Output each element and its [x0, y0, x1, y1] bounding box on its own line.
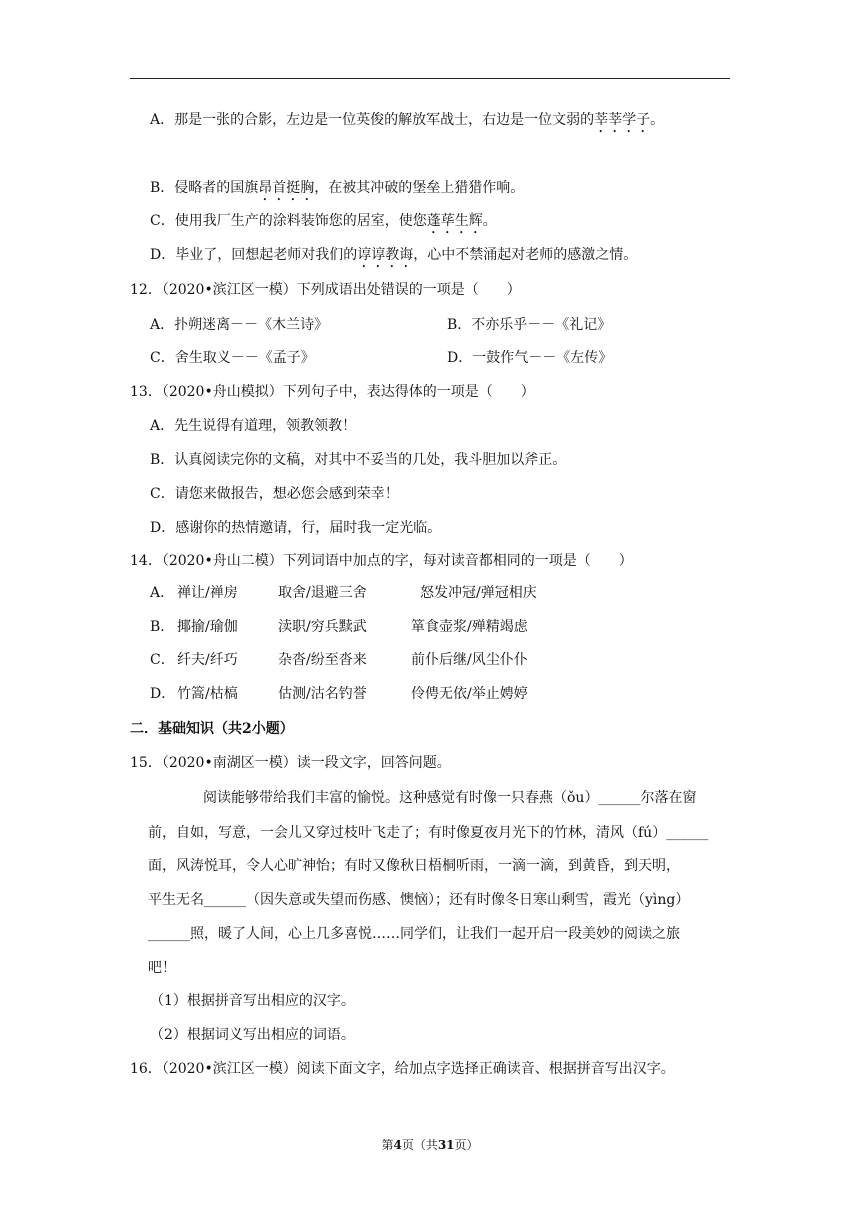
section-title: 二．基础知识（共2小题）	[130, 721, 294, 737]
q13-option-c: C．请您来做报告，想必您会感到荣幸！	[150, 486, 399, 502]
q15-passage-line-6: 吧！	[148, 960, 176, 976]
q14-row-a-word3: 怒发冲冠/弹冠相庆	[420, 585, 537, 601]
q14-row-d-word1: 竹篙/枯槁	[177, 686, 238, 702]
q14-row-c-word3: 前仆后继/风尘仆仆	[411, 652, 528, 668]
q13-option-a: A．先生说得有道理，领教领教！	[150, 418, 357, 434]
q15-stem: 15．（2020•南湖区一模）读一段文字，回答问题。	[130, 755, 451, 771]
page-footer: 第4页（共31页）	[381, 1138, 479, 1152]
q15-subquestion-1: （1）根据拼音写出相应的汉字。	[150, 993, 355, 1009]
q14-row-c-word1: 纤夫/纤巧	[177, 652, 238, 668]
q15-subquestion-2: （2）根据词义写出相应的词语。	[150, 1027, 355, 1043]
q11-option-b: B．侵略者的国旗昂首挺胸，在被其冲破的堡垒上猎猎作响。	[150, 180, 525, 196]
q15-passage-line-3: 面，风涛悦耳，令人心旷神怡；有时又像秋日梧桐听雨，一滴一滴，到黄昏，到天明，	[148, 858, 680, 874]
q13-stem: 13．（2020•舟山模拟）下列句子中，表达得体的一项是（ ）	[130, 384, 535, 400]
q11-option-d: D．毕业了，回想起老师对我们的谆谆教诲，心中不禁涌起对老师的感激之情。	[150, 247, 638, 263]
q16-stem: 16．（2020•滨江区一模）阅读下面文字，给加点字选择正确读音、根据拼音写出汉字。	[130, 1061, 675, 1077]
q12-option-c: C．舍生取义－－《孟子》	[150, 350, 315, 366]
q14-row-b-word1: 揶揄/瑜伽	[177, 619, 238, 635]
q14-row-a-word2: 取舍/退避三舍	[278, 585, 367, 601]
q14-row-c-word2: 杂沓/纷至沓来	[278, 652, 367, 668]
q14-row-b-word3: 箪食壶浆/殚精竭虑	[411, 619, 528, 635]
q12-option-b: B．不亦乐乎－－《礼记》	[447, 317, 612, 333]
q15-passage-line-1: 阅读能够带给我们丰富的愉悦。这种感觉有时像一只春燕（ǒu）______尔落在窗	[203, 790, 697, 806]
q14-row-d-label: D．	[150, 686, 176, 702]
q14-row-b-word2: 渎职/穷兵黩武	[278, 619, 367, 635]
page-total: 31	[437, 1138, 455, 1152]
q12-option-a: A．扑朔迷离－－《木兰诗》	[150, 317, 329, 333]
q14-row-d-word3: 伶俜无依/举止娉婷	[411, 686, 528, 702]
q11-option-c: C．使用我厂生产的涂料装饰您的居室，使您蓬荜生辉。	[150, 213, 497, 229]
q14-row-c-label: C．	[150, 652, 175, 668]
q12-stem: 12．（2020•滨江区一模）下列成语出处错误的一项是（ ）	[130, 282, 521, 298]
q11-option-a: A．那是一张的合影，左边是一位英俊的解放军战士，右边是一位文弱的莘莘学子。	[150, 112, 665, 128]
q14-row-a-word1: 禅让/禅房	[177, 585, 238, 601]
q14-stem: 14．（2020•舟山二模）下列词语中加点的字，每对读音都相同的一项是（ ）	[130, 553, 633, 569]
q14-row-a-label: A．	[150, 585, 175, 601]
q13-option-b: B．认真阅读完你的文稿，对其中不妥当的几处，我斗胆加以斧正。	[150, 452, 567, 468]
page-number: 4	[393, 1138, 402, 1152]
q14-row-b-label: B．	[150, 619, 175, 635]
header-rule	[130, 78, 730, 79]
q15-passage-line-5: ______照，暖了人间，心上几多喜悦……同学们，让我们一起开启一段美妙的阅读之旅	[148, 926, 680, 942]
q13-option-d: D．感谢你的热情邀请，行，届时我一定光临。	[150, 520, 442, 536]
q15-passage-line-2: 前，自如，写意，一会儿又穿过枝叶飞走了；有时像夏夜月光下的竹林，清风（fú）______	[148, 825, 709, 841]
q12-option-d: D．一鼓作气－－《左传》	[447, 350, 613, 366]
q15-passage-line-4: 平生无名______（因失意或失望而伤感、懊恼）；还有时像冬日寒山剩雪，霞光（yìng）	[148, 892, 690, 908]
q14-row-d-word2: 估测/沽名钓誉	[278, 686, 367, 702]
